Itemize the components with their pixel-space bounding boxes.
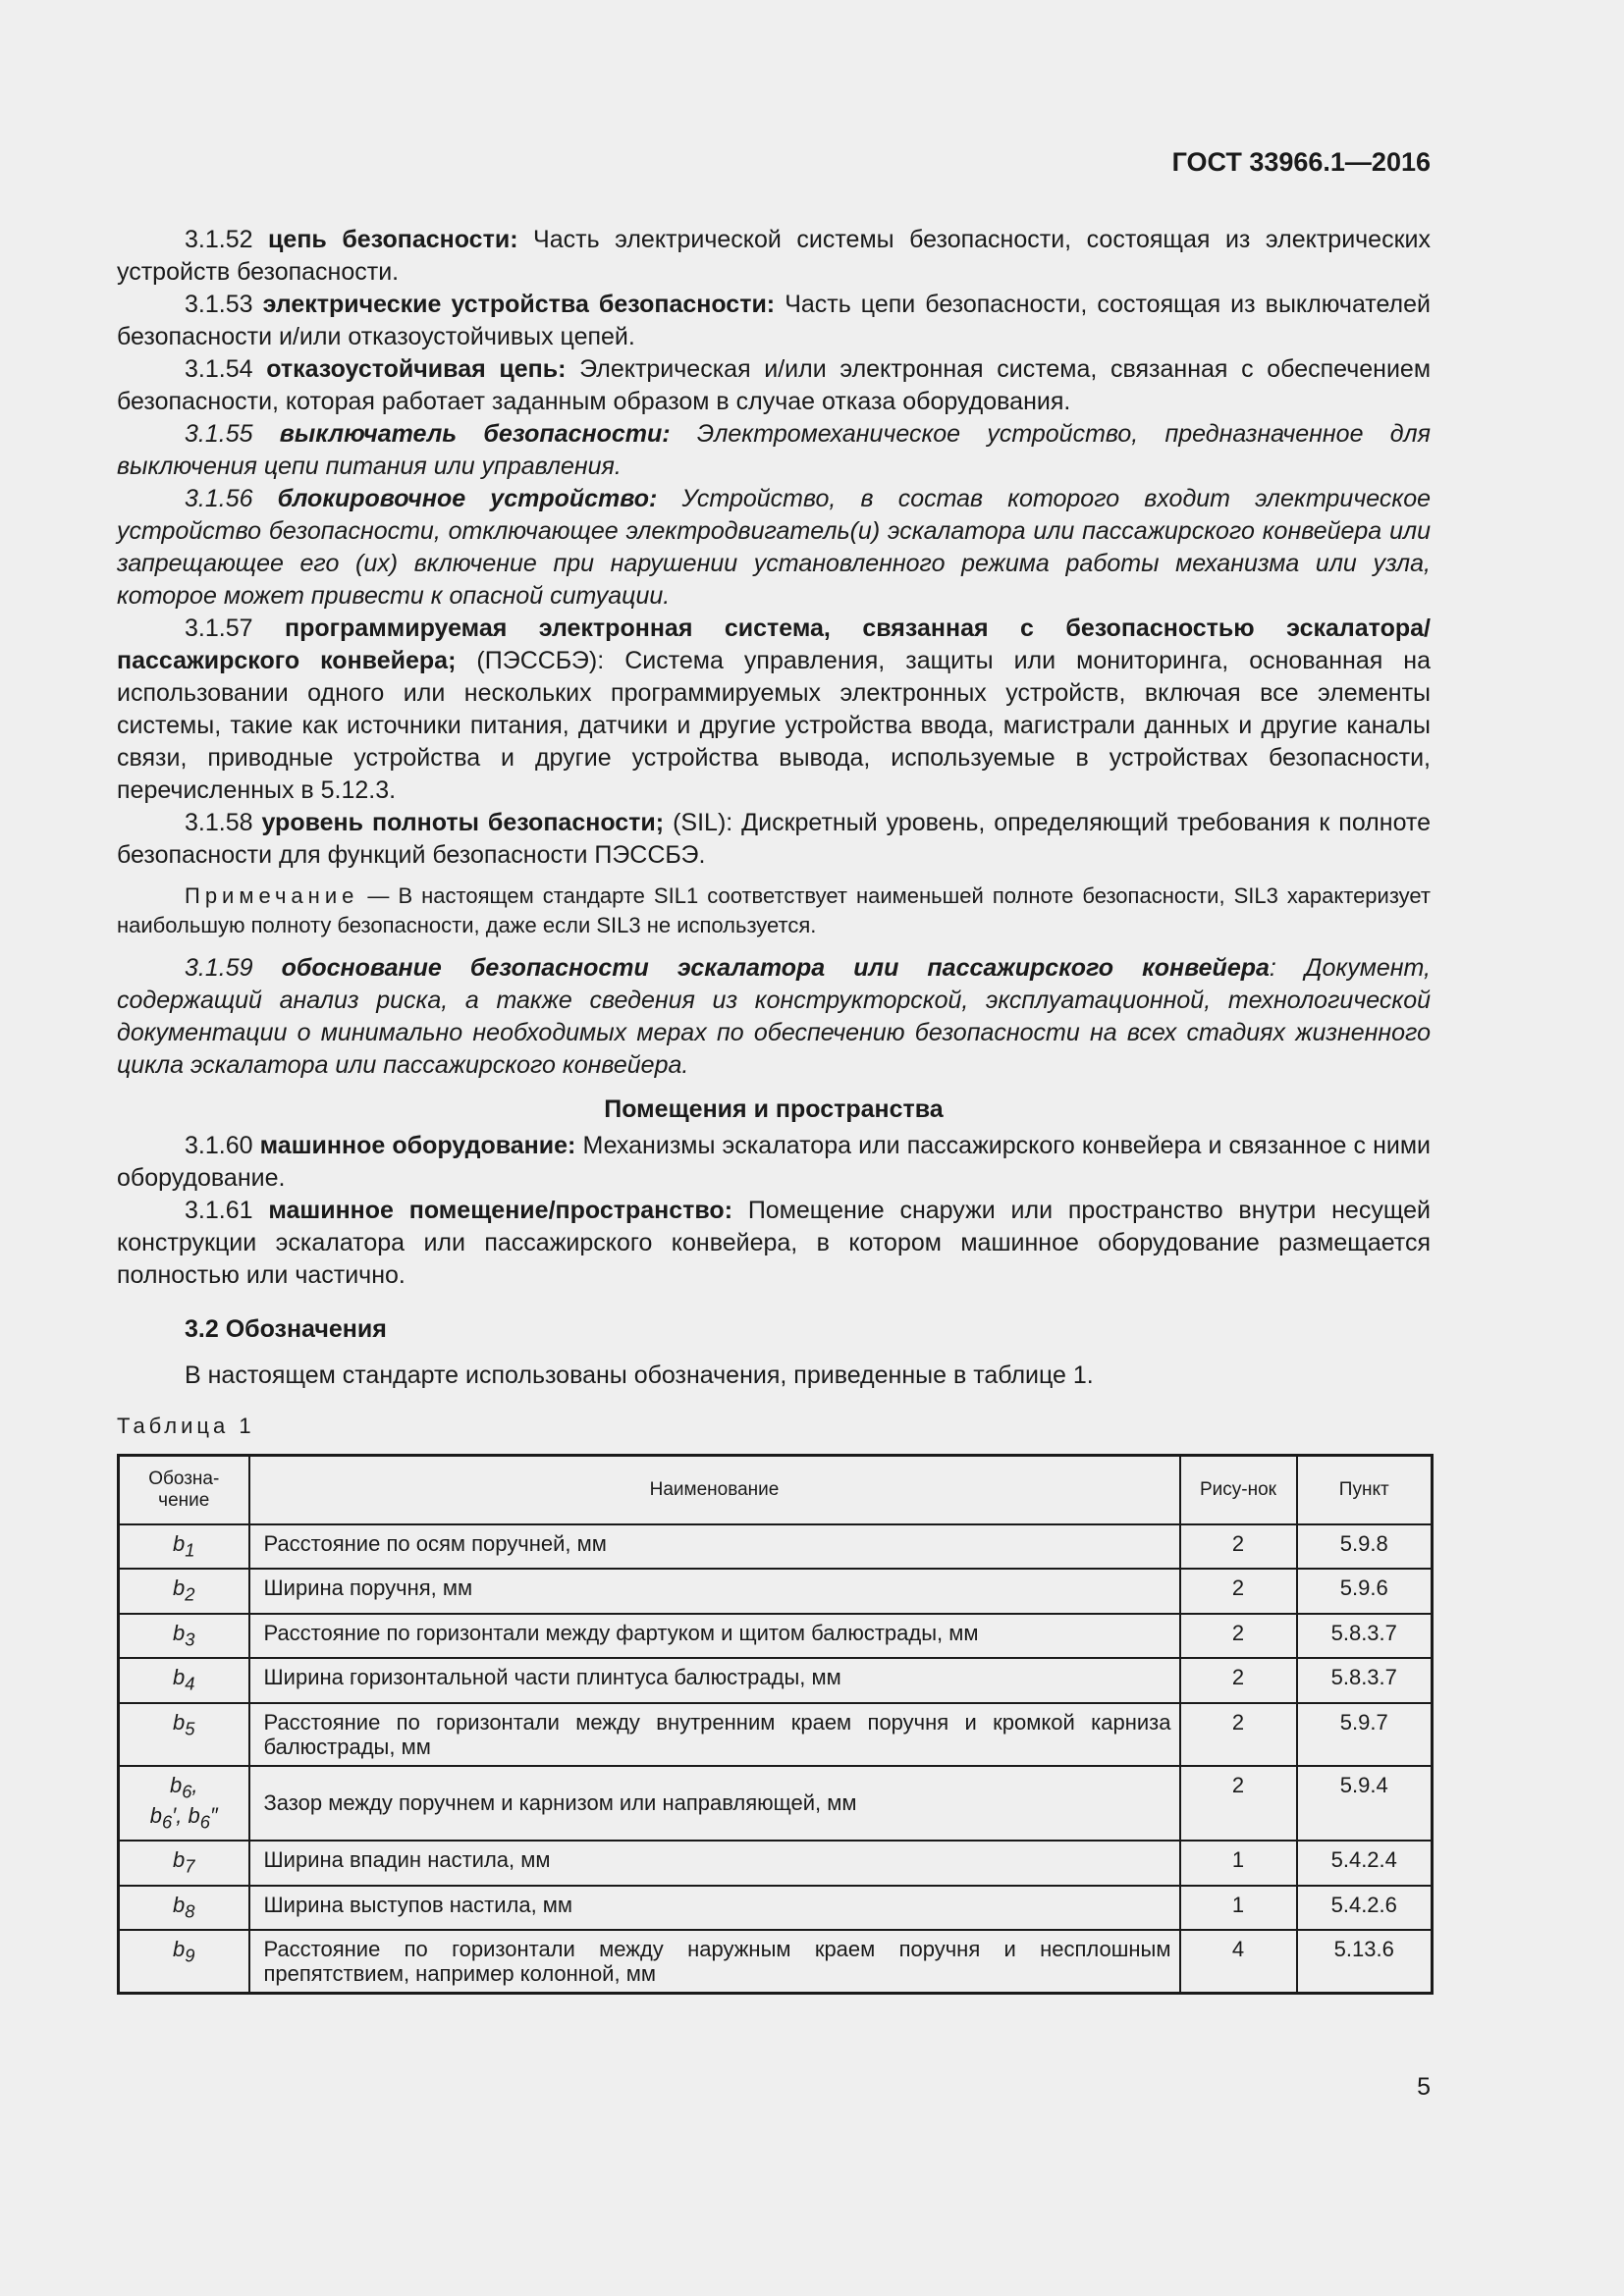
definition-3-1-59: 3.1.59 обоснование безопасности эскалатора или пассажирского конвейера: Документ, содержащий анализ риска, а также сведения из конструкторской, эксплуатационной, технологической документации о минимально необходимых мерах по обеспечению безопасности на всех стадиях жизненного цикла эскалатора или пассажирского конвейера. <box>117 954 1432 1079</box>
table-row <box>119 1886 1433 1930</box>
table-row <box>119 1569 1433 1613</box>
symbol-cell: $b_7$ <box>119 1841 249 1885</box>
name-cell: Расстояние по горизонтали между наружным краем поручня и несплошным препятствием, например колонной, мм <box>249 1930 1180 1994</box>
note: Примечание — В настоящем стандарте SIL1 соответствует наименьшей полноте безопасности, SIL3 характеризует наибольшую полноту безопасности, даже если SIL3 не используется. <box>117 883 1431 937</box>
document-code: ГОСТ 33966.1—2016 <box>1171 147 1431 177</box>
figure-cell: 1 <box>1180 1886 1297 1930</box>
definition-3-1-58: 3.1.58 уровень полноты безопасности; (SIL): Дискретный уровень, определяющий требования к полноте безопасности для функций безопасности ПЭССБЭ. <box>117 809 1431 869</box>
definition-3-1-56: 3.1.56 блокировочное устройство: Устройство, в состав которого входит электрическое устройство безопасности, отключающее электродвигатель(и) эскалатора или пассажирского конвейера или запрещающее его (их) включение при нарушении установленного режима работы механизма или узла, которое может привести к опасной ситуации. <box>117 485 1432 610</box>
name-cell: Зазор между поручнем и карнизом или направляющей, мм <box>249 1766 1180 1842</box>
symbol-cell: $b_1$ <box>119 1524 249 1569</box>
name-cell: Ширина горизонтальной части плинтуса балюстрады, мм <box>249 1658 1180 1702</box>
definition-3-1-54: 3.1.54 отказоустойчивая цепь: Электрическая и/или электронная система, связанная с обеспечением безопасности, которая работает заданным образом в случае отказа оборудования. <box>117 355 1432 415</box>
name-cell: Ширина впадин настила, мм <box>249 1841 1180 1885</box>
table-row <box>119 1930 1433 1994</box>
clause-cell: 5.13.6 <box>1297 1930 1433 1994</box>
symbol-cell: $b_5$ <box>119 1703 249 1766</box>
clause-cell: 5.9.7 <box>1297 1703 1433 1766</box>
clause-cell: 5.8.3.7 <box>1297 1658 1433 1702</box>
symbol-cell: $b_9$ <box>119 1930 249 1994</box>
page-number: 5 <box>1417 2073 1431 2101</box>
section-intro: В настоящем стандарте использованы обозначения, приведенные в таблице 1. <box>185 1362 1094 1389</box>
figure-cell: 1 <box>1180 1841 1297 1885</box>
table-row <box>119 1614 1433 1658</box>
table-row <box>119 1658 1433 1702</box>
note-label: Примечание <box>185 883 359 908</box>
definition-3-1-57: 3.1.57 программируемая электронная система, связанная с безопасностью эскалатора/пассажирского конвейера; (ПЭССБЭ): Система управления, защиты или мониторинга, основанная на использовании одного или нескольких программируемых электронных устройств, включая все элементы системы, такие как источники питания, датчики и другие устройства ввода, магистрали данных и другие каналы связи, приводные устройства и другие устройства вывода, используемые в устройствах безопасности, перечисленных в 5.12.3. <box>117 614 1432 804</box>
figure-cell: 2 <box>1180 1614 1297 1658</box>
definition-3-1-61: 3.1.61 машинное помещение/пространство: Помещение снаружи или пространство внутри несущей конструкции эскалатора или пассажирского конвейера, в котором машинное оборудование размещается полностью или частично. <box>117 1197 1431 1289</box>
clause-cell: 5.4.2.4 <box>1297 1841 1433 1885</box>
clause-cell: 5.9.8 <box>1297 1524 1433 1569</box>
clause-cell: 5.8.3.7 <box>1297 1614 1433 1658</box>
clause-cell: 5.4.2.6 <box>1297 1886 1433 1930</box>
symbol-cell: $b_8$ <box>119 1886 249 1930</box>
symbol-cell: $b_3$ <box>119 1614 249 1658</box>
name-cell: Расстояние по осям поручней, мм <box>249 1524 1180 1569</box>
name-cell: Ширина поручня, мм <box>249 1569 1180 1613</box>
name-cell: Расстояние по горизонтали между фартуком и щитом балюстрады, мм <box>249 1614 1180 1658</box>
table-header-row <box>119 1456 1433 1525</box>
symbols-table <box>117 1454 1434 1995</box>
header-clause: Пункт <box>1297 1456 1433 1525</box>
subheading: Помещения и пространства <box>604 1095 944 1123</box>
definition-3-1-55: 3.1.55 выключатель безопасности: Электромеханическое устройство, предназначенное для выключения цепи питания или управления. <box>117 420 1432 480</box>
symbol-cell: $b_6$, $b_6'$, $b_6''$ <box>119 1766 249 1842</box>
header-figure: Рису-нок <box>1180 1456 1297 1525</box>
header-name: Наименование <box>249 1456 1180 1525</box>
table-row <box>119 1766 1433 1842</box>
clause-cell: 5.9.4 <box>1297 1766 1433 1842</box>
symbol-cell: $b_4$ <box>119 1658 249 1702</box>
figure-cell: 2 <box>1180 1703 1297 1766</box>
figure-cell: 4 <box>1180 1930 1297 1994</box>
figure-cell: 2 <box>1180 1766 1297 1842</box>
table-caption: Таблица 1 <box>117 1414 255 1438</box>
table-row <box>119 1841 1433 1885</box>
table-row <box>119 1524 1433 1569</box>
symbol-cell: $b_2$ <box>119 1569 249 1613</box>
definition-3-1-52: 3.1.52 цепь безопасности: Часть электрической системы безопасности, состоящая из электрических устройств безопасности. <box>117 226 1431 286</box>
header-symbol: Обозна-чение <box>119 1456 249 1525</box>
page-content <box>117 224 1431 1995</box>
section-title: 3.2 Обозначения <box>185 1315 387 1343</box>
name-cell: Расстояние по горизонтали между внутренним краем поручня и кромкой карниза балюстрады, мм <box>249 1703 1180 1766</box>
name-cell: Ширина выступов настила, мм <box>249 1886 1180 1930</box>
table-row <box>119 1703 1433 1766</box>
definition-3-1-53: 3.1.53 электрические устройства безопасности: Часть цепи безопасности, состоящая из выключателей безопасности и/или отказоустойчивых цепей. <box>117 291 1431 350</box>
figure-cell: 2 <box>1180 1569 1297 1613</box>
clause-cell: 5.9.6 <box>1297 1569 1433 1613</box>
figure-cell: 2 <box>1180 1524 1297 1569</box>
figure-cell: 2 <box>1180 1658 1297 1702</box>
definition-3-1-60: 3.1.60 машинное оборудование: Механизмы эскалатора или пассажирского конвейера и связанное с ними оборудование. <box>117 1132 1431 1192</box>
